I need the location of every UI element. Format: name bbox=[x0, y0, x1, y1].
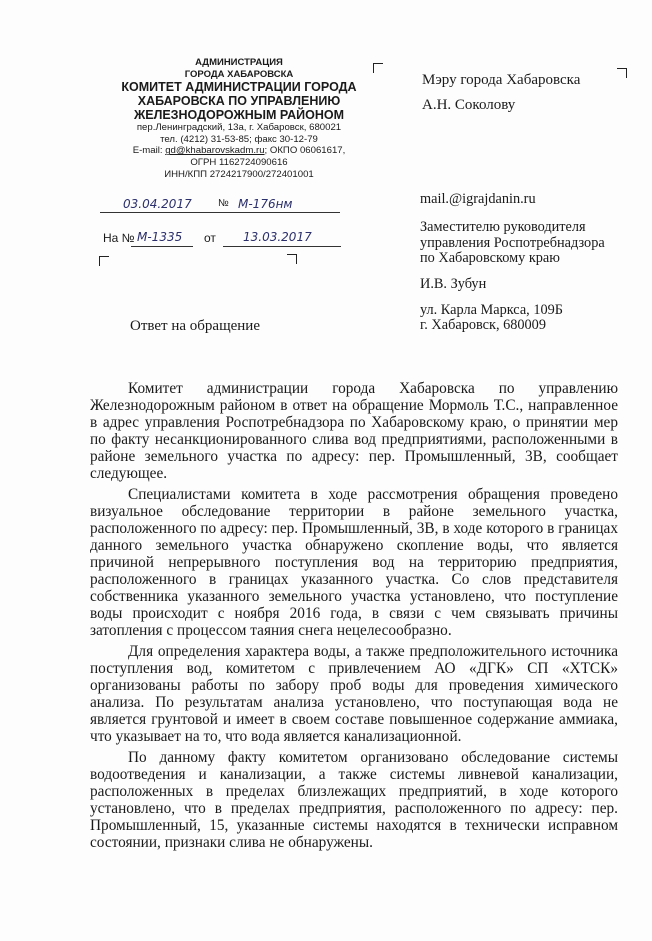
reference-prefix: На № bbox=[103, 231, 135, 245]
reference-date-underline bbox=[223, 246, 341, 247]
sender-ogrn: ОГРН 1162724090616 bbox=[190, 156, 288, 168]
email-prefix: E-mail: bbox=[132, 145, 166, 157]
letter-subject: Ответ на обращение bbox=[130, 318, 260, 334]
committee-line3: ЖЕЛЕЗНОДОРОЖНЫМ РАЙОНОМ bbox=[133, 108, 345, 123]
reference-number: М-1335 bbox=[137, 230, 183, 244]
body-paragraph: Комитет администрации города Хабаровска по управлению Железнодорожным районом в ответ на обращение Мормоль Т.С., направленное в адрес управления Роспотребнадзора по Хабаровскому краю, о принятии мер по факту несанкционированного слива вод предприятиями, расположенными в районе земельного участка по адресу: пер. Промышленный, 3В, сообщает следующее. bbox=[90, 380, 618, 482]
recipient2-name: И.В. Зубун bbox=[420, 276, 487, 292]
recipient2-title-line3: по Хабаровскому краю bbox=[420, 250, 560, 266]
sender-okpo: ; ОКПО 06061617, bbox=[264, 145, 346, 157]
sender-email-line bbox=[104, 145, 374, 157]
sender-letterhead bbox=[104, 57, 374, 180]
sender-address: пер.Ленинградский, 13а, г. Хабаровск, 680021 bbox=[136, 122, 342, 134]
recipient1-line1: Мэру города Хабаровска bbox=[422, 72, 581, 88]
subject-corner-mark bbox=[287, 254, 297, 264]
body-paragraph: Для определения характера воды, а также предположительного источника поступления вод, комитетом с привлечением АО «ДГК» СП «ХТСК» организованы работы по забору проб воды для проведения химического анализа. По результатам анализа установлено, что поступающая вода не является грунтовой и имеет в своем составе повышенное содержание аммиака, что указывает на то, что вода является канализационной. bbox=[90, 643, 618, 745]
committee-line2: ХАБАРОВСКА ПО УПРАВЛЕНИЮ bbox=[137, 94, 341, 109]
reference-from-label: от bbox=[204, 231, 216, 245]
recipient2-email: mail.@igrajdanin.ru bbox=[420, 191, 536, 207]
sender-line1: АДМИНИСТРАЦИЯ bbox=[195, 57, 283, 68]
address-corner-mark bbox=[617, 68, 627, 78]
committee-line1: КОМИТЕТ АДМИНИСТРАЦИИ ГОРОДА bbox=[121, 80, 357, 95]
recipient2-title-line2: управления Роспотребнадзора bbox=[420, 235, 605, 251]
incoming-reference bbox=[103, 231, 343, 249]
letter-body bbox=[90, 380, 618, 855]
registration-date: 03.04.2017 bbox=[123, 197, 192, 211]
body-paragraph: Специалистами комитета в ходе рассмотрения обращения проведено визуальное обследование территории в районе земельного участка, расположенного по адресу: пер. Промышленный, 3В, в ходе которого в границах данного земельного участка обнаружено скопление воды, что является причиной непрерывного поступления вод на территорию предприятия, расположенного в границах указанного участка. Со слов представителя собственника указанного земельного участка установлено, что поступление воды происходит с ноября 2016 года, в связи с чем связывать причины затопления с процессом таяния снега нецелесообразно. bbox=[90, 486, 618, 639]
outgoing-registration bbox=[100, 197, 340, 215]
registration-number: М-176нм bbox=[238, 197, 293, 211]
registration-underline bbox=[100, 212, 340, 213]
sender-email-link[interactable]: gd@khabarovskadm.ru bbox=[165, 145, 265, 157]
recipient2-street: ул. Карла Маркса, 109Б bbox=[420, 302, 563, 318]
body-paragraph: По данному факту комитетом организовано обследование системы водоотведения и канализации, а также системы ливневой канализации, расположенных в пределах близлежащих предприятий, в ходе которого установлено, что в пределах предприятия, расположенного по адресу: пер. Промышленный, 15, указанные системы находятся в технически исправном состоянии, признаки слива не обнаружены. bbox=[90, 749, 618, 851]
registration-number-label: № bbox=[218, 198, 229, 209]
address-corner-mark bbox=[373, 63, 383, 73]
recipient2-title-line1: Заместителю руководителя bbox=[420, 219, 586, 235]
recipient2-city: г. Хабаровск, 680009 bbox=[420, 317, 546, 333]
reference-number-underline bbox=[131, 246, 193, 247]
sender-line2: ГОРОДА ХАБАРОВСКА bbox=[184, 68, 294, 80]
sender-inn: ИНН/КПП 2724217900/272401001 bbox=[164, 168, 314, 180]
subject-corner-mark bbox=[99, 256, 109, 266]
recipient1-line2: А.Н. Соколову bbox=[422, 97, 516, 113]
sender-phone: тел. (4212) 31-53-85; факс 30-12-79 bbox=[160, 133, 318, 145]
reference-date: 13.03.2017 bbox=[243, 230, 312, 244]
